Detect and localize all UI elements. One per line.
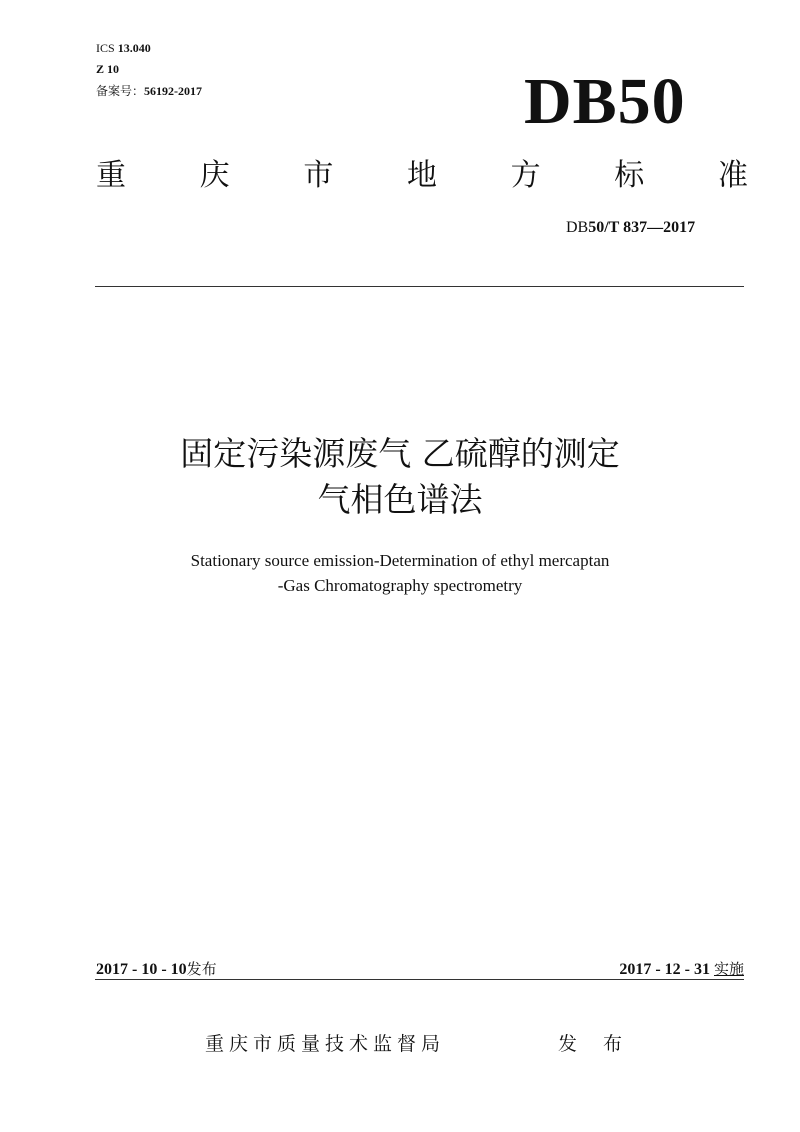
title-char: 方 (510, 158, 541, 193)
bottom-divider (95, 979, 744, 980)
title-char: 地 (406, 158, 437, 193)
english-title-line-2: -Gas Chromatography spectrometry (277, 576, 523, 595)
issue-label: 发布 (186, 960, 217, 978)
top-divider (95, 286, 744, 287)
standard-number-prefix: DB (566, 219, 589, 236)
db50-logo: DB50 (524, 65, 686, 138)
standard-category-title (96, 156, 748, 196)
classification-value: Z 10 (96, 62, 120, 76)
classification-code (96, 61, 119, 77)
implementation-date-value: 2017 - 12 - 31 (619, 961, 710, 978)
chinese-title-line-2: 气相色谱法 (317, 480, 483, 519)
record-number (96, 83, 202, 99)
implementation-label: 实施 (713, 960, 744, 978)
implementation-date (619, 959, 744, 980)
standard-number-code: 50/T 837—2017 (588, 219, 696, 236)
title-char: 庆 (199, 158, 230, 193)
publish-label: 发 布 (558, 1033, 633, 1055)
ics-value: 13.040 (117, 41, 151, 55)
chinese-title-line-1: 固定污染源废气 乙硫醇的测定 (180, 434, 620, 473)
record-value: 56192-2017 (144, 84, 203, 98)
ics-label: ICS (96, 41, 115, 55)
title-char: 市 (303, 158, 334, 193)
standard-number (566, 218, 695, 238)
record-label: 备案号： (96, 84, 145, 98)
issue-date-value: 2017 - 10 - 10 (96, 961, 187, 978)
english-title-line-1: Stationary source emission-Determination of ethyl mercaptan (190, 551, 610, 570)
ics-code (96, 40, 151, 56)
publisher-name: 重庆市质量技术监督局 (205, 1033, 446, 1055)
title-char: 标 (614, 158, 645, 193)
title-char: 重 (96, 158, 126, 193)
title-char: 准 (717, 158, 748, 193)
issue-date (96, 959, 217, 980)
